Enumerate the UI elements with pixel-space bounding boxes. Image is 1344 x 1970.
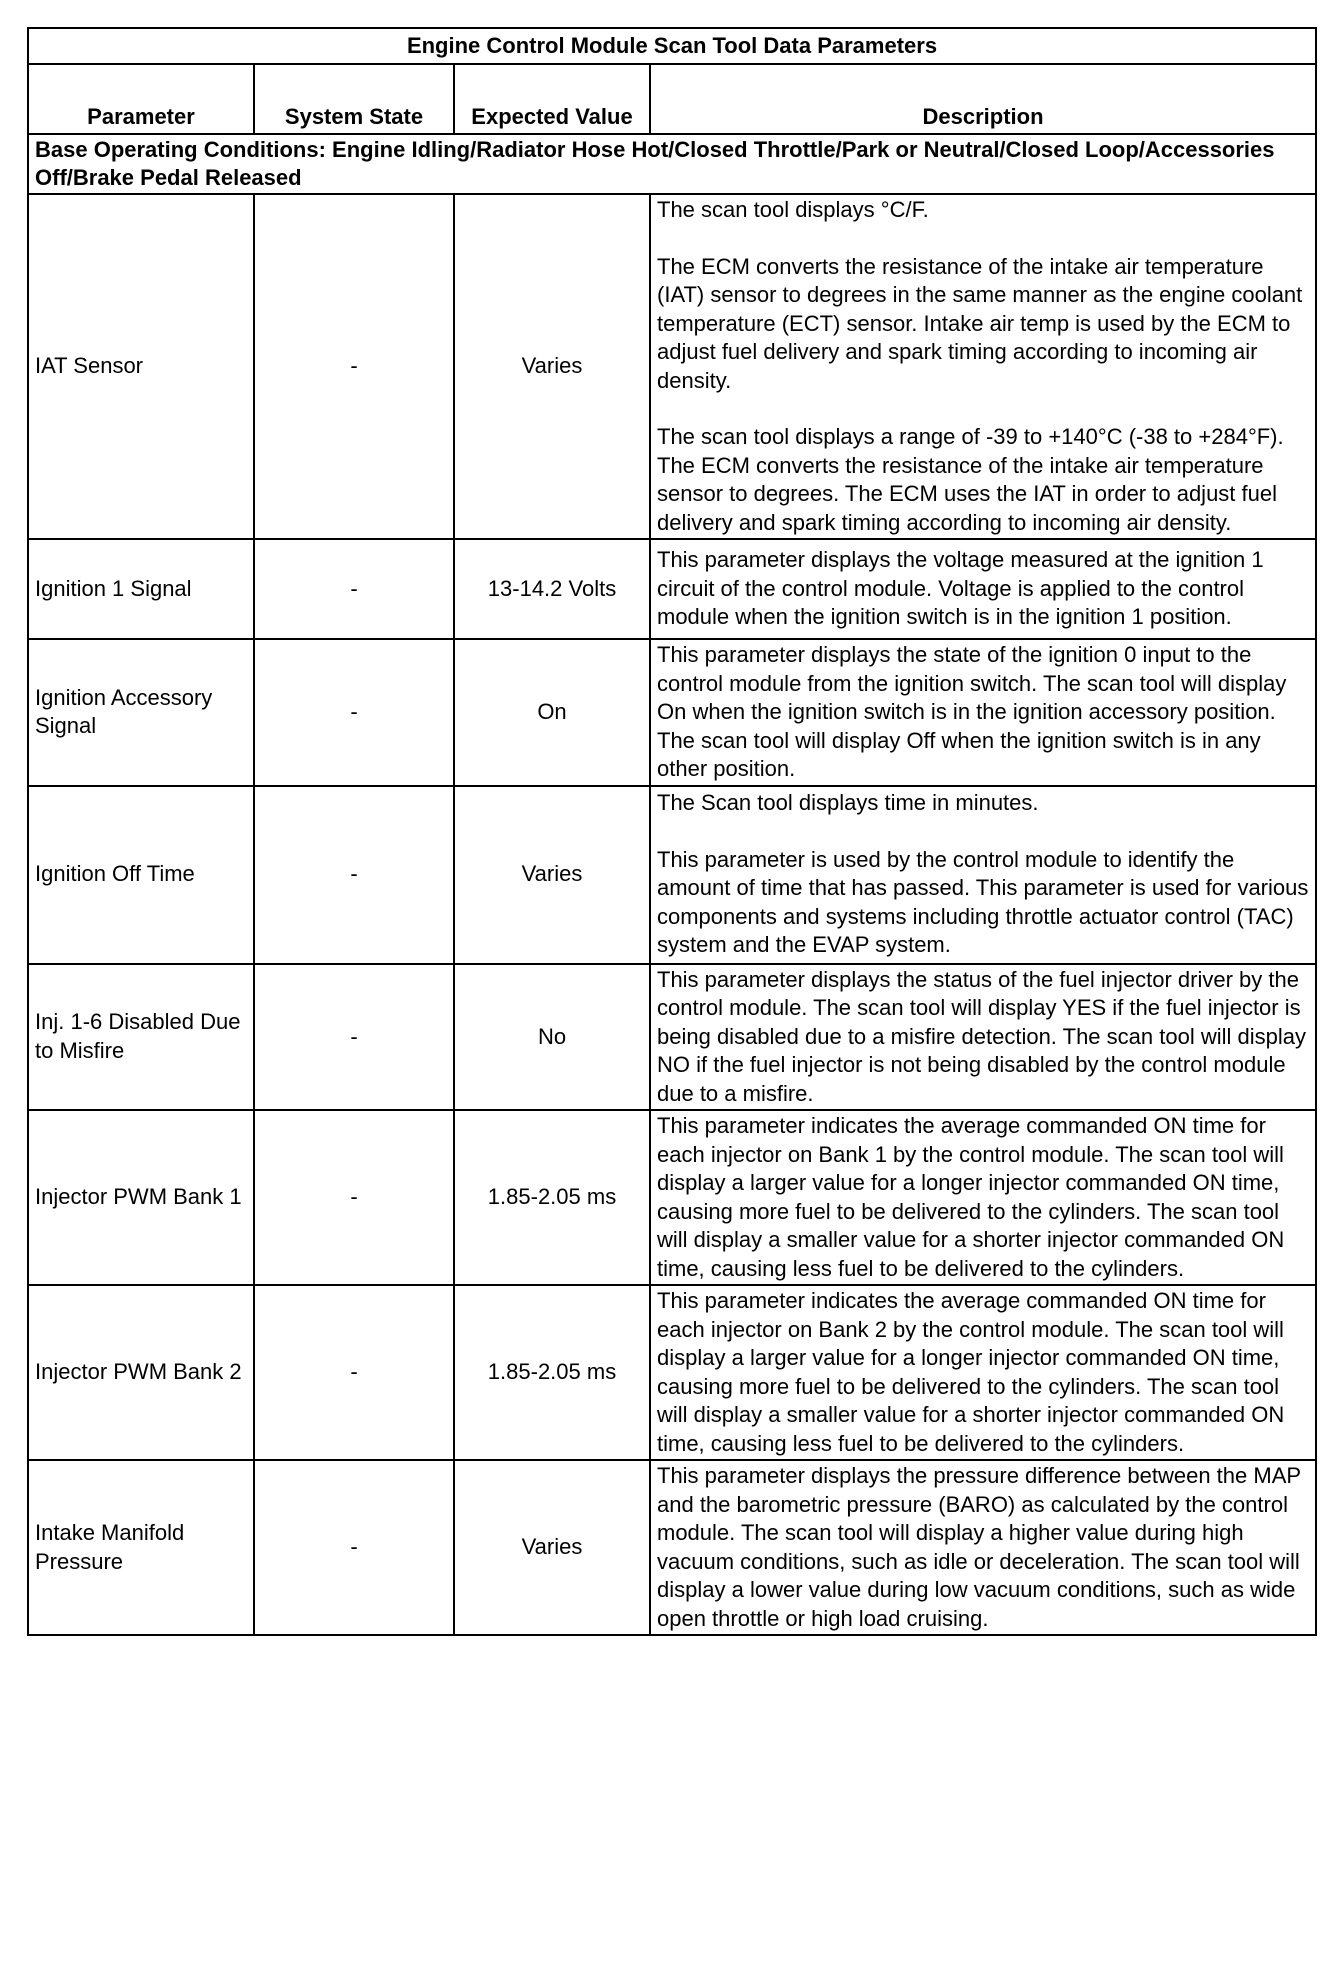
column-header-expected-value: Expected Value [454,64,650,134]
description-paragraph: This parameter displays the state of the ignition 0 input to the control module from the ignition switch. The scan tool will display On when the ignition switch is in the ignition accessory position. The scan tool will display Off when the ignition switch is in any other position. [657,642,1287,781]
expected-value-cell: 13-14.2 Volts [454,539,650,639]
expected-value-cell: 1.85-2.05 ms [454,1285,650,1460]
description-paragraph: This parameter displays the voltage measured at the ignition 1 circuit of the control module. Voltage is applied to the control module when the ignition switch is in the ignition 1 position. [657,547,1264,630]
description-paragraph: This parameter indicates the average commanded ON time for each injector on Bank 2 by the control module. The scan tool will display a larger value for a longer injector commanded ON time, causing more fuel to be delivered to the cylinders. The scan tool will display a smaller value for a shorter injector commanded ON time, causing less fuel to be delivered to the cylinders. [657,1288,1285,1456]
scan-tool-data-table [27,27,1317,1636]
parameter-cell: Intake Manifold Pressure [28,1460,254,1635]
system-state-cell: - [254,539,454,639]
description-cell [650,1460,1316,1635]
description-paragraph: The ECM converts the resistance of the intake air temperature (IAT) sensor to degrees in the same manner as the engine coolant temperature (ECT) sensor. Intake air temp is used by the ECM to adjust fuel delivery and spark timing according to incoming air density. [657,253,1303,393]
expected-value-cell: Varies [454,1460,650,1635]
table-title: Engine Control Module Scan Tool Data Parameters [28,28,1316,64]
description-paragraph: The scan tool displays a range of -39 to +140°C (-38 to +284°F). The ECM converts the resistance of the intake air temperature sensor to degrees. The ECM uses the IAT in order to adjust fuel delivery and spark timing according to incoming air density. [657,424,1284,535]
description-paragraph: The scan tool displays °C/F. [657,197,929,222]
description-cell [650,539,1316,639]
expected-value-cell: 1.85-2.05 ms [454,1110,650,1285]
description-paragraph: This parameter displays the pressure difference between the MAP and the barometric pressure (BARO) as calculated by the control module. The scan tool will display a higher value during high vacuum conditions, such as idle or deceleration. The scan tool will display a lower value during low vacuum conditions, such as wide open throttle or high load cruising. [657,1463,1301,1631]
table-row [28,639,1316,786]
table-row [28,539,1316,639]
table-row [28,964,1316,1111]
table-row [28,194,1316,539]
system-state-cell: - [254,194,454,539]
column-header-parameter: Parameter [28,64,254,134]
description-cell [650,786,1316,964]
parameter-cell: IAT Sensor [28,194,254,539]
description-cell [650,639,1316,786]
table-row [28,786,1316,964]
expected-value-cell: Varies [454,786,650,964]
description-paragraph: This parameter displays the status of the fuel injector driver by the control module. The scan tool will display YES if the fuel injector is being disabled due to a misfire detection. The scan tool will display NO if the fuel injector is not being disabled by the control module due to a misfire. [657,966,1306,1106]
table-row [28,1285,1316,1460]
description-cell [650,1285,1316,1460]
parameter-cell: Injector PWM Bank 1 [28,1110,254,1285]
system-state-cell: - [254,1110,454,1285]
column-header-description: Description [650,64,1316,134]
system-state-cell: - [254,964,454,1111]
parameter-cell: Ignition Off Time [28,786,254,964]
description-paragraph: This parameter is used by the control module to identify the amount of time that has passed. This parameter is used for various components and systems including throttle actuator control (TAC) system and the EVAP system. [657,846,1309,958]
system-state-cell: - [254,786,454,964]
description-paragraph: The Scan tool displays time in minutes. [657,790,1039,816]
description-cell [650,194,1316,539]
parameter-cell: Injector PWM Bank 2 [28,1285,254,1460]
description-paragraph: This parameter indicates the average commanded ON time for each injector on Bank 1 by the control module. The scan tool will display a larger value for a longer injector commanded ON time, causing more fuel to be delivered to the cylinders. The scan tool will display a smaller value for a shorter injector commanded ON time, causing less fuel to be delivered to the cylinders. [657,1113,1285,1281]
expected-value-cell: No [454,964,650,1111]
parameter-cell: Ignition Accessory Signal [28,639,254,786]
system-state-cell: - [254,1285,454,1460]
table-row [28,1460,1316,1635]
system-state-cell: - [254,1460,454,1635]
parameter-cell: Inj. 1-6 Disabled Due to Misfire [28,964,254,1111]
expected-value-cell: Varies [454,194,650,539]
table-row [28,1110,1316,1285]
expected-value-cell: On [454,639,650,786]
description-cell [650,1110,1316,1285]
parameter-cell: Ignition 1 Signal [28,539,254,639]
column-header-system-state: System State [254,64,454,134]
system-state-cell: - [254,639,454,786]
base-operating-conditions: Base Operating Conditions: Engine Idling/Radiator Hose Hot/Closed Throttle/Park or Neutral/Closed Loop/Accessories Off/Brake Pedal Released [28,134,1316,194]
description-cell [650,964,1316,1111]
document-page [27,27,1315,1636]
